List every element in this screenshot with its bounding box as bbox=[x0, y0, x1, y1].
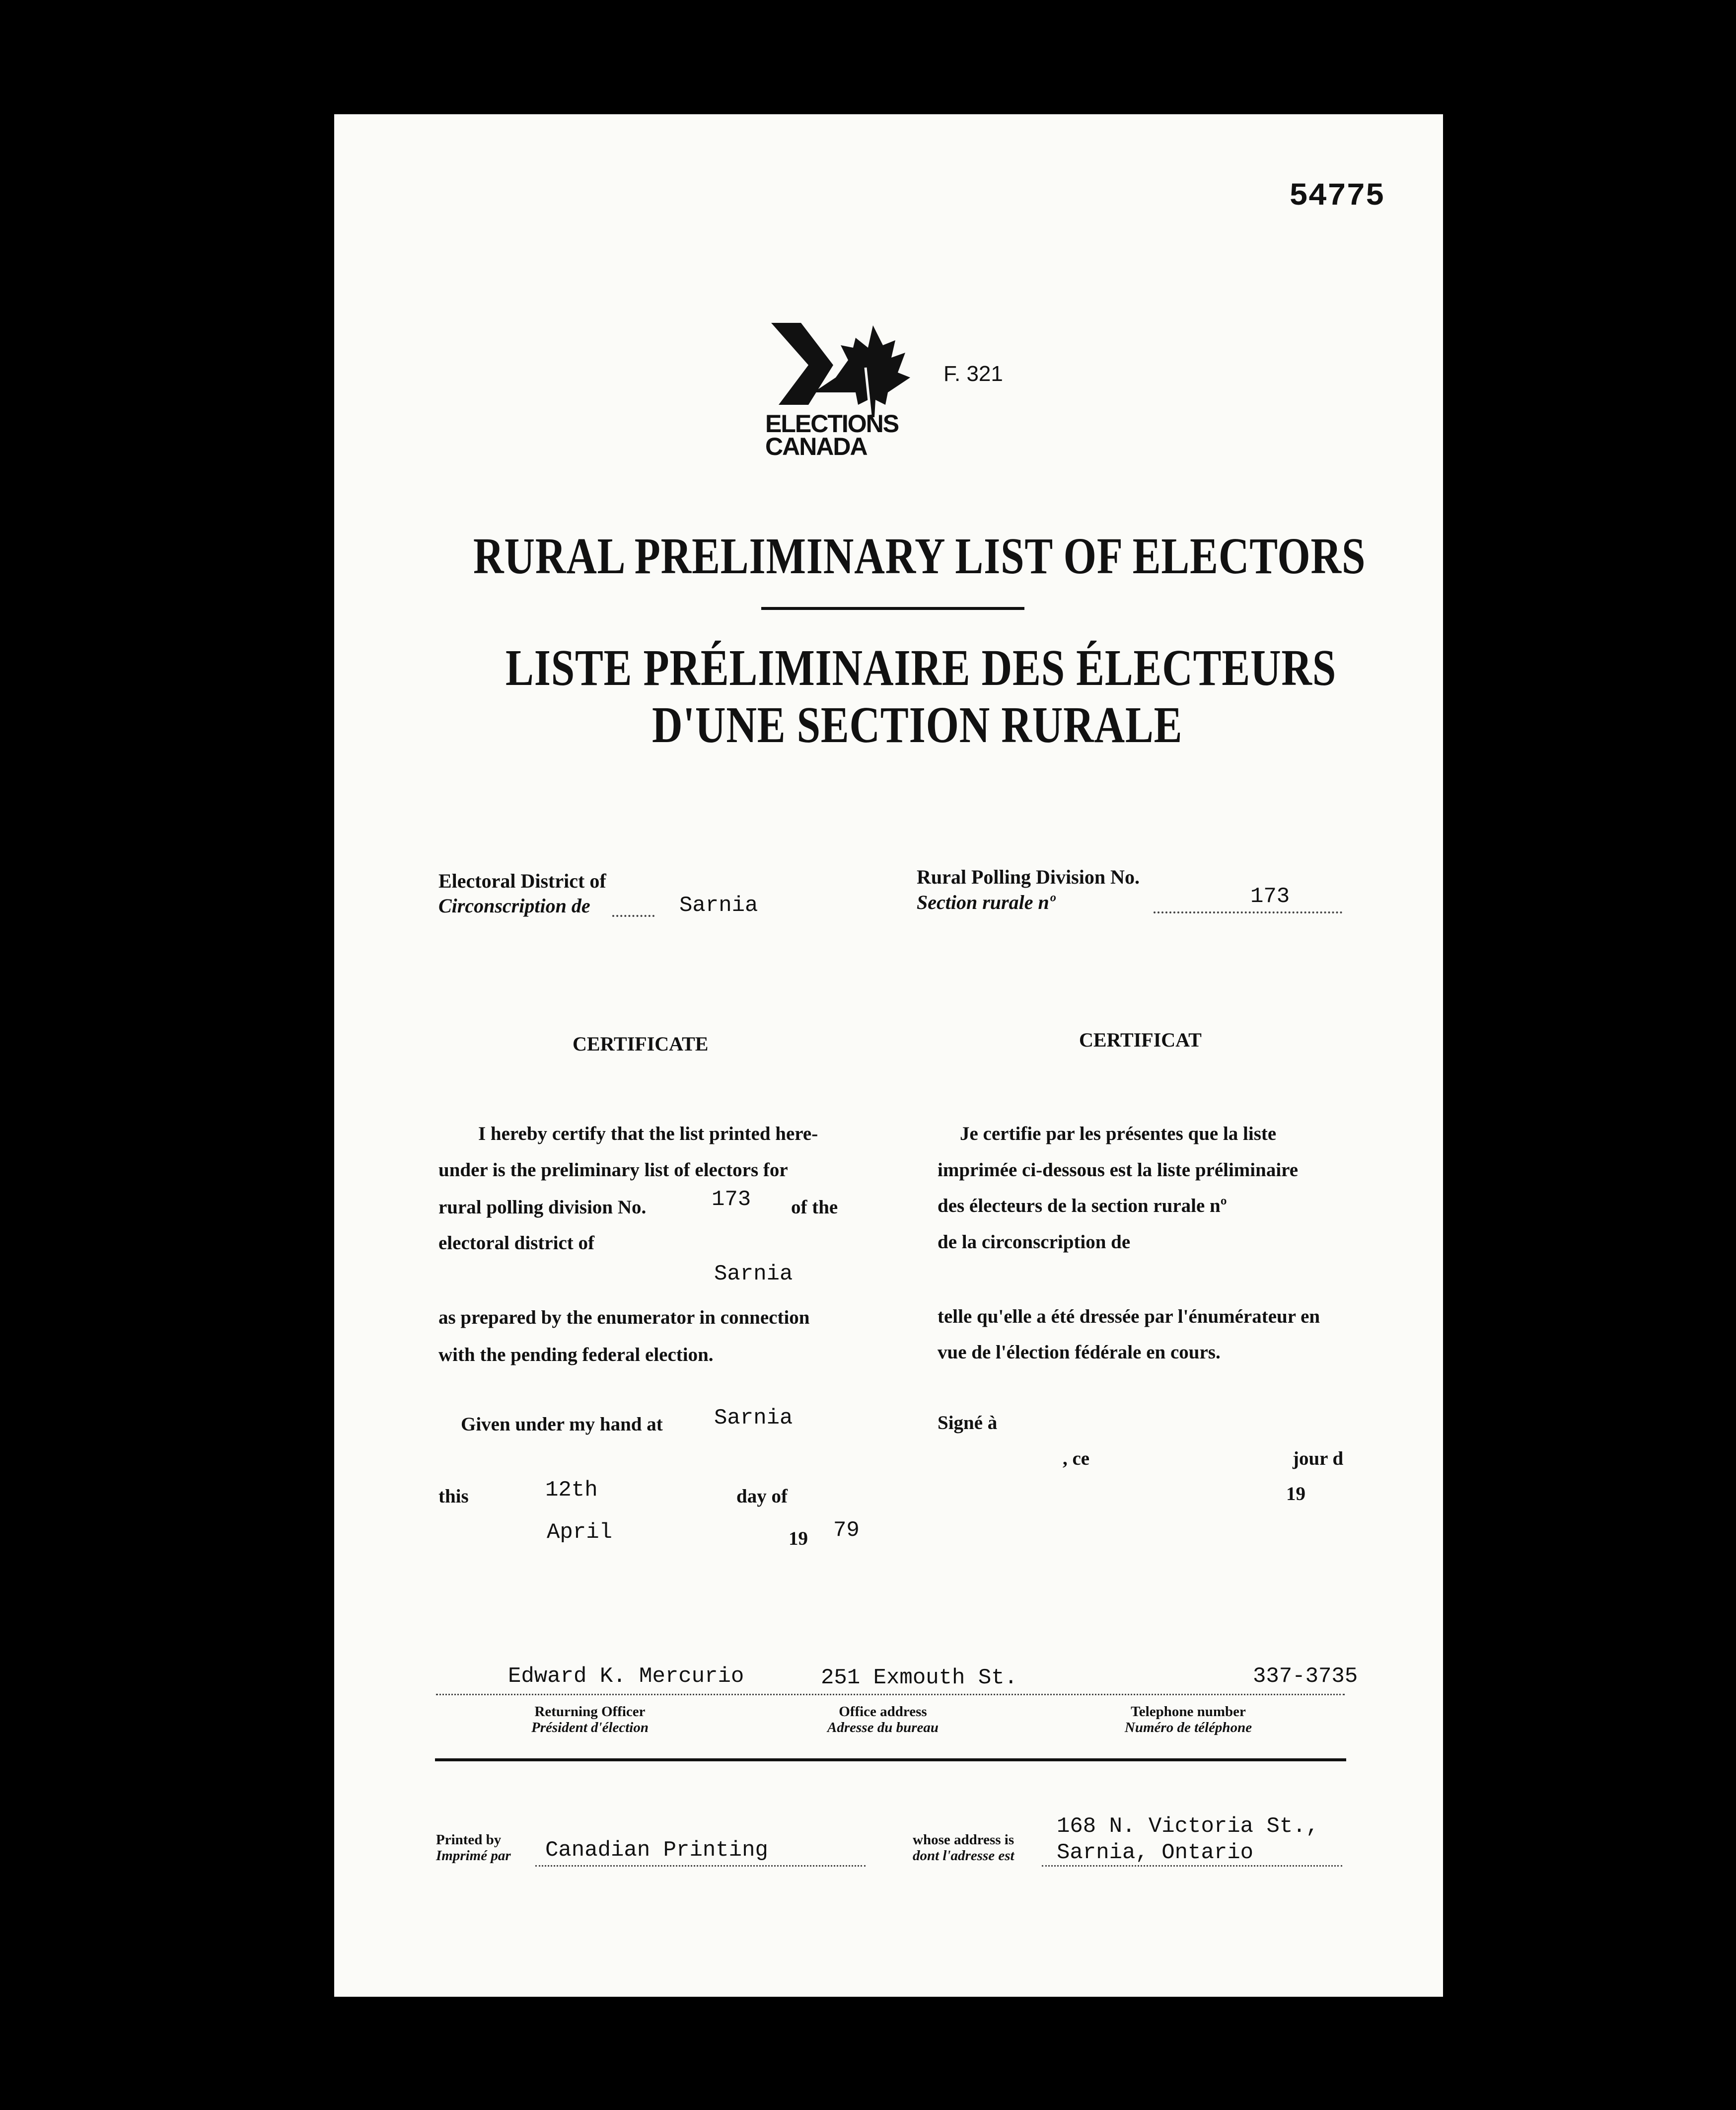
office-address-label-fr: Adresse du bureau bbox=[827, 1720, 939, 1735]
printer-address-line bbox=[1042, 1865, 1342, 1867]
cert-fr-line6: vue de l'élection fédérale en cours. bbox=[938, 1342, 1221, 1363]
printer-address-line2: Sarnia, Ontario bbox=[1057, 1840, 1254, 1865]
certificate-heading-fr: CERTIFICAT bbox=[1079, 1029, 1202, 1051]
ce-label: , ce bbox=[1063, 1448, 1090, 1469]
office-address-label-en: Office address bbox=[839, 1704, 927, 1720]
printer-name: Canadian Printing bbox=[545, 1838, 768, 1863]
year-value: 79 bbox=[833, 1518, 860, 1543]
cert-en-line1: I hereby certify that the list printed here- bbox=[478, 1123, 818, 1144]
form-number: 54775 bbox=[1289, 179, 1385, 215]
year-prefix-en: 19 bbox=[789, 1528, 808, 1549]
polling-line bbox=[1154, 911, 1342, 913]
form-page bbox=[334, 114, 1443, 1997]
form-code: F. 321 bbox=[943, 362, 1003, 386]
day-value: 12th bbox=[545, 1478, 598, 1503]
printed-by-label-en: Printed by bbox=[436, 1832, 502, 1848]
cert-en-line6: with the pending federal election. bbox=[438, 1344, 714, 1365]
cert-en-district-value: Sarnia bbox=[714, 1262, 793, 1286]
printer-line bbox=[535, 1865, 866, 1867]
title-divider bbox=[761, 607, 1024, 610]
dayof-label: day of bbox=[736, 1486, 788, 1507]
polling-value: 173 bbox=[1250, 884, 1290, 909]
cert-en-line4: electoral district of bbox=[438, 1232, 595, 1254]
officer-signature-line bbox=[436, 1694, 1345, 1695]
district-label-en: Electoral District of bbox=[438, 870, 606, 892]
cert-fr-line4: de la circonscription de bbox=[938, 1231, 1131, 1253]
officer-address: 251 Exmouth St. bbox=[821, 1665, 1018, 1690]
cert-en-line2: under is the preliminary list of electors for bbox=[438, 1159, 788, 1181]
district-label-fr: Circonscription de bbox=[438, 895, 590, 917]
cert-en-line3a: rural polling division No. bbox=[438, 1197, 647, 1218]
logo-text bbox=[765, 412, 898, 458]
phone-label-en: Telephone number bbox=[1131, 1704, 1246, 1720]
district-value: Sarnia bbox=[679, 893, 758, 918]
cert-en-line5: as prepared by the enumerator in connection bbox=[438, 1307, 810, 1328]
whose-address-label-en: whose address is bbox=[913, 1832, 1014, 1848]
officer-name-label-fr: Président d'élection bbox=[531, 1720, 649, 1735]
footer-rule bbox=[435, 1758, 1346, 1761]
phone-label-fr: Numéro de téléphone bbox=[1124, 1720, 1252, 1735]
signe-label: Signé à bbox=[938, 1412, 998, 1433]
polling-label-en: Rural Polling Division No. bbox=[917, 866, 1140, 888]
cert-fr-line3: des électeurs de la section rurale nº bbox=[938, 1195, 1227, 1216]
whose-address-label-fr: dont l'adresse est bbox=[913, 1848, 1014, 1864]
cert-en-division-value: 173 bbox=[712, 1187, 751, 1212]
officer-phone: 337-3735 bbox=[1253, 1664, 1358, 1689]
title-french-line2: D'UNE SECTION RURALE bbox=[652, 696, 1183, 754]
given-value: Sarnia bbox=[714, 1406, 793, 1431]
printed-by-label-fr: Imprimé par bbox=[436, 1848, 511, 1864]
title-english: RURAL PRELIMINARY LIST OF ELECTORS bbox=[473, 528, 1366, 585]
cert-fr-line1: Je certifie par les présentes que la liste bbox=[960, 1123, 1277, 1144]
printer-address-line1: 168 N. Victoria St., bbox=[1057, 1814, 1319, 1839]
cert-fr-line5: telle qu'elle a été dressée par l'énumérateur en bbox=[938, 1306, 1320, 1327]
year-prefix-fr: 19 bbox=[1286, 1483, 1305, 1505]
district-line-prefix bbox=[612, 915, 654, 917]
officer-name: Edward K. Mercurio bbox=[508, 1664, 744, 1689]
cert-en-line3b: of the bbox=[791, 1197, 838, 1218]
month-value: April bbox=[547, 1520, 613, 1545]
logo-text-line1: ELECTIONS bbox=[765, 410, 899, 438]
polling-label-fr: Section rurale nº bbox=[917, 891, 1055, 913]
certificate-heading-en: CERTIFICATE bbox=[573, 1033, 709, 1055]
title-french-line1: LISTE PRÉLIMINAIRE DES ÉLECTEURS bbox=[506, 639, 1337, 696]
officer-name-label-en: Returning Officer bbox=[534, 1704, 646, 1720]
this-label: this bbox=[438, 1486, 469, 1507]
cert-fr-line2: imprimée ci-dessous est la liste préliminaire bbox=[938, 1159, 1299, 1181]
given-label: Given under my hand at bbox=[461, 1414, 663, 1435]
jour-label: jour d bbox=[1293, 1448, 1344, 1469]
logo-text-line2: CANADA bbox=[765, 433, 867, 460]
